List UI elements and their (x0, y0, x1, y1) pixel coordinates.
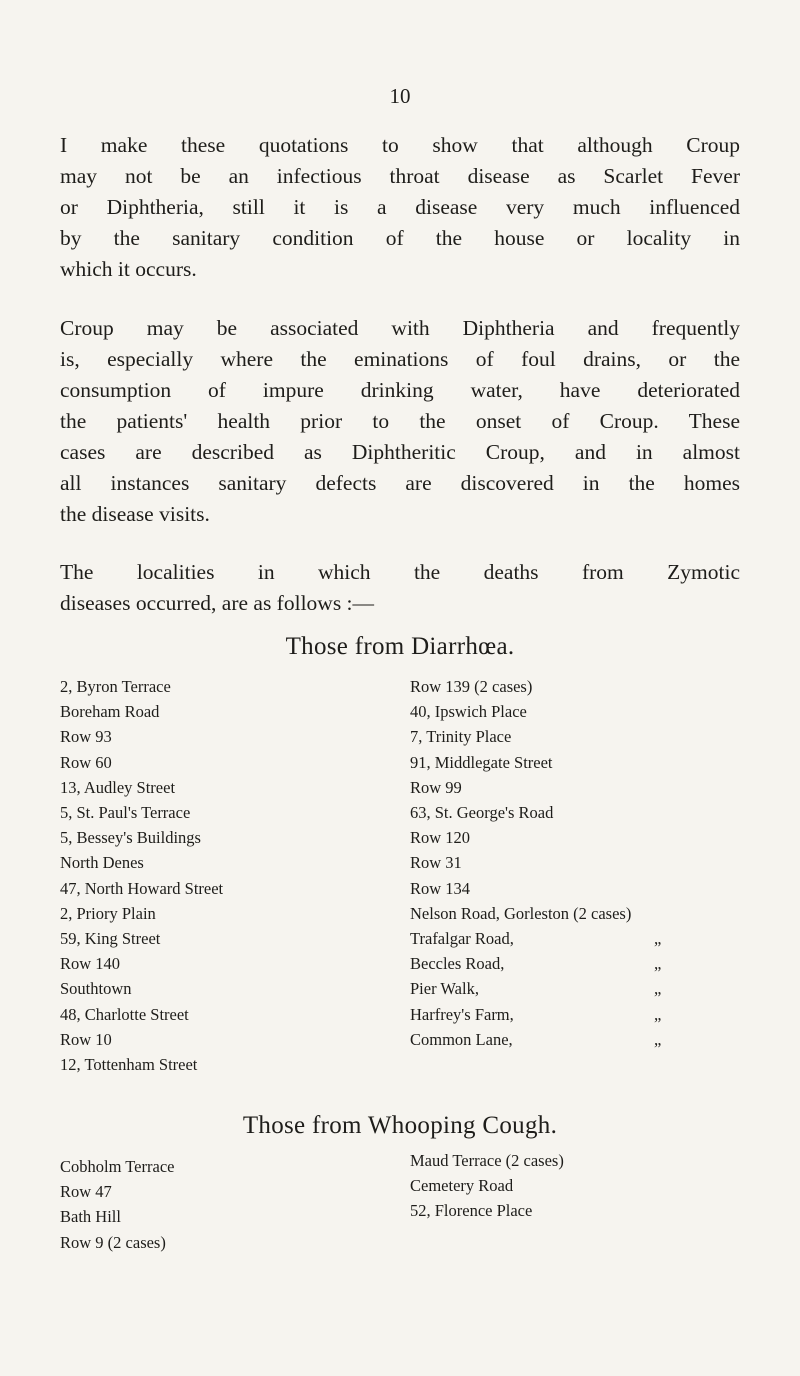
ditto-mark: „ (654, 1029, 662, 1049)
text-line: the patients' health prior to the onset of Croup. These (60, 409, 740, 433)
list-item: Row 140 (60, 954, 121, 974)
diarrhoea-left-list (60, 674, 223, 1077)
text-line: diseases occurred, are as follows :— (60, 591, 375, 615)
ditto-mark: „ (654, 979, 662, 999)
list-item: Row 47 (60, 1182, 112, 1202)
list-item: Nelson Road, Gorleston (2 cases) (410, 903, 632, 923)
list-item: 52, Florence Place (410, 1201, 533, 1221)
list-item: Row 31 (410, 853, 462, 873)
place-name: Trafalgar Road, (410, 929, 514, 949)
list-item (410, 976, 694, 1001)
list-item: Row 60 (60, 752, 112, 772)
text-line: is, especially where the eminations of foul drains, or the (60, 347, 740, 371)
text-line: I make these quotations to show that although Croup (60, 133, 740, 157)
list-item: 40, Ipswich Place (410, 702, 527, 722)
whooping-cough-left-list (60, 1154, 174, 1255)
ditto-mark: „ (654, 954, 662, 974)
list-item: Row 10 (60, 1029, 112, 1049)
list-item: Cobholm Terrace (60, 1157, 175, 1176)
diarrhoea-heading: Those from Diarrhœa. (285, 633, 515, 660)
list-item: Southtown (60, 979, 132, 999)
list-item: Row 93 (60, 727, 112, 747)
diarrhoea-right-list (410, 674, 694, 1052)
text-line: which it occurs. (60, 257, 197, 281)
list-item: Bath Hill (60, 1207, 121, 1227)
list-item: Row 139 (2 cases) (410, 677, 533, 696)
list-item: 48, Charlotte Street (60, 1004, 189, 1024)
paragraph-localities (60, 557, 740, 619)
list-item (410, 951, 694, 976)
text-line: the disease visits. (60, 502, 210, 526)
whooping-cough-heading: Those from Whooping Cough. (242, 1112, 558, 1139)
list-item: 2, Priory Plain (60, 903, 156, 923)
text-line: The localities in which the deaths from Zymotic (60, 560, 740, 584)
page-number: 10 (389, 84, 411, 108)
list-item: 91, Middlegate Street (410, 752, 553, 772)
list-item: North Denes (60, 853, 144, 873)
text-line: Croup may be associated with Diphtheria and frequently (60, 316, 740, 340)
text-line: or Diphtheria, still it is a disease very much influenced (60, 195, 740, 219)
list-item: 12, Tottenham Street (60, 1055, 198, 1075)
place-name: Beccles Road, (410, 954, 505, 974)
list-item: Row 134 (410, 878, 471, 898)
place-name: Common Lane, (410, 1029, 513, 1049)
list-item: 5, St. Paul's Terrace (60, 803, 191, 823)
text-line: may not be an infectious throat disease as Scarlet Fever (60, 164, 740, 188)
place-name: Harfrey's Farm, (410, 1004, 514, 1024)
list-item (410, 1002, 694, 1027)
text-line: cases are described as Diphtheritic Croup, and in almost (60, 440, 740, 464)
list-item: Maud Terrace (2 cases) (410, 1151, 564, 1170)
list-item: 59, King Street (60, 929, 161, 949)
whooping-cough-right-list (410, 1148, 564, 1224)
list-item: 2, Byron Terrace (60, 677, 171, 696)
list-item: 63, St. George's Road (410, 803, 554, 823)
list-item (410, 1027, 694, 1052)
ditto-mark: „ (654, 929, 662, 949)
list-item: Row 9 (2 cases) (60, 1232, 166, 1252)
text-line: all instances sanitary defects are discovered in the homes (60, 471, 740, 495)
list-item: 47, North Howard Street (60, 878, 224, 898)
list-item: 7, Trinity Place (410, 727, 512, 747)
text-line: by the sanitary condition of the house or locality in (60, 226, 740, 250)
ditto-mark: „ (654, 1004, 662, 1024)
list-item: Row 120 (410, 828, 471, 848)
list-item: Row 99 (410, 777, 462, 797)
paragraph-croup-diphtheria (60, 313, 740, 530)
list-item: 13, Audley Street (60, 777, 176, 797)
list-item: Boreham Road (60, 702, 160, 722)
list-item: 5, Bessey's Buildings (60, 828, 201, 848)
place-name: Pier Walk, (410, 979, 479, 999)
text-line: consumption of impure drinking water, have deteriorated (60, 378, 740, 402)
list-item: Cemetery Road (410, 1176, 514, 1196)
list-item (410, 926, 694, 951)
paragraph-croup-quotations (60, 130, 740, 285)
